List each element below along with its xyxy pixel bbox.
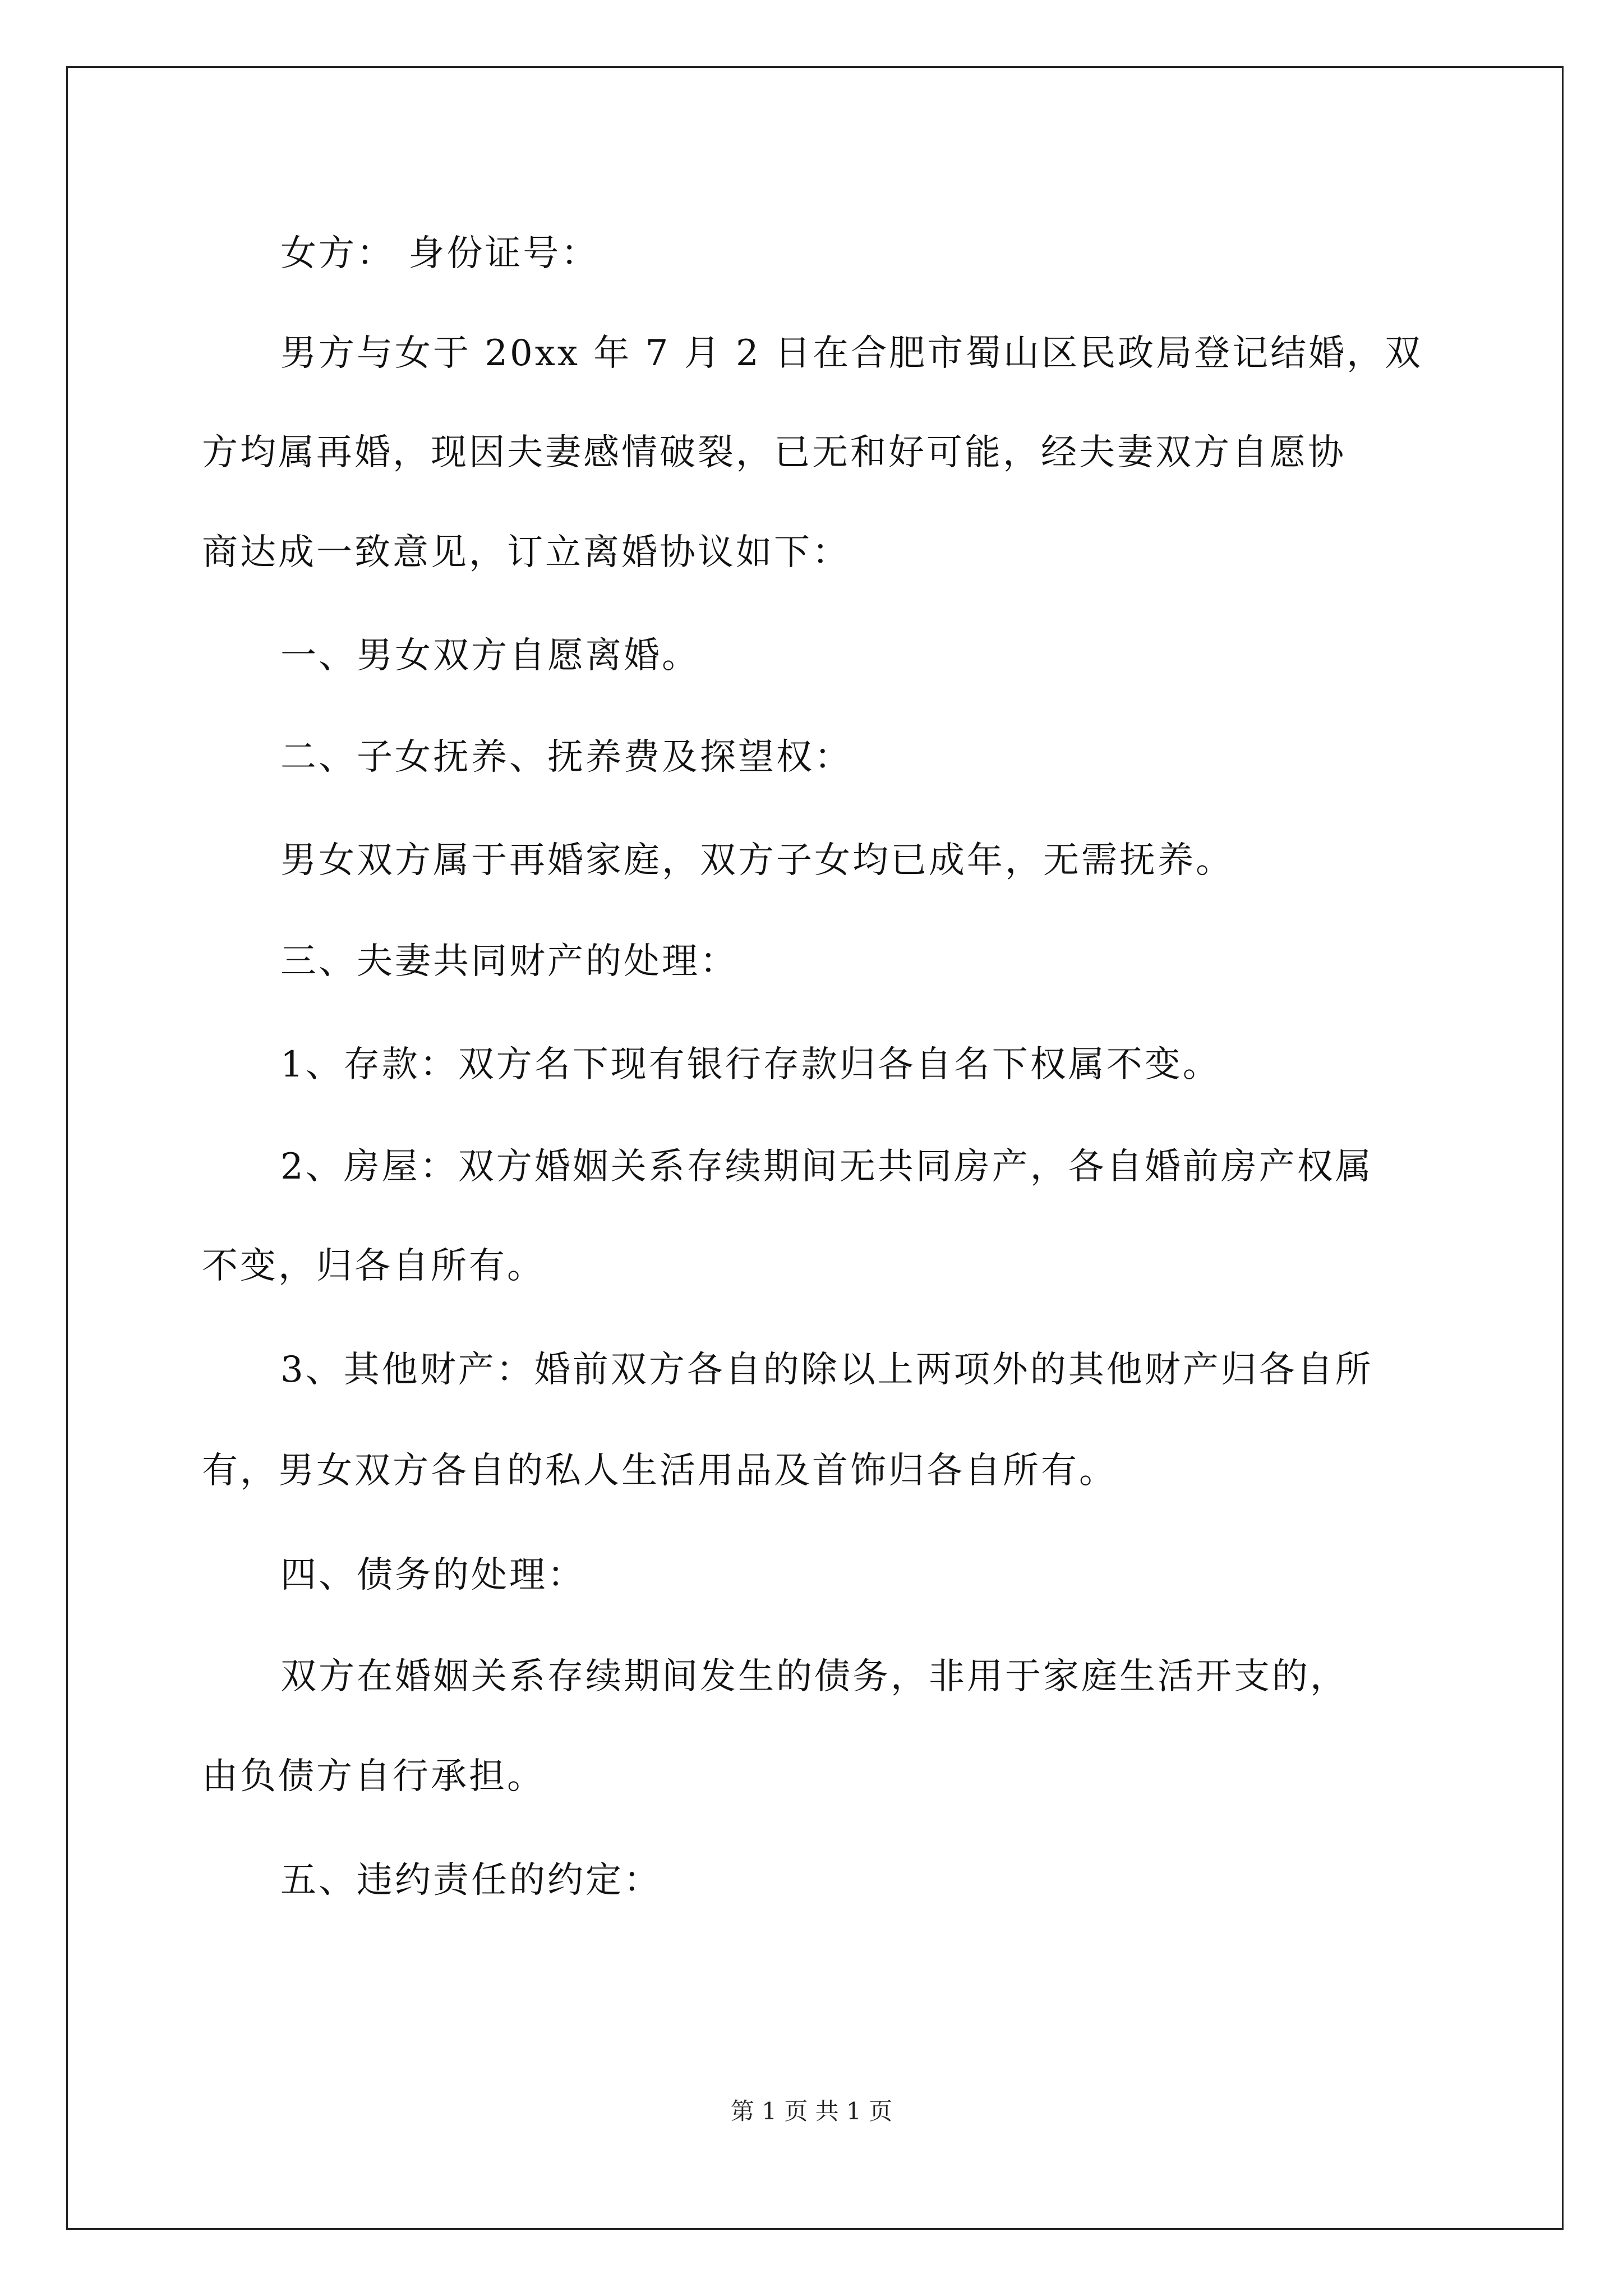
- paragraph-line-2: 男方与女于 20xx 年 7 月 2 日在合肥市蜀山区民政局登记结婚，双: [280, 333, 1423, 374]
- paragraph-line-5: 一、男女双方自愿离婚。: [280, 635, 700, 677]
- page-number-footer: 第 1 页 共 1 页: [730, 2097, 893, 2125]
- paragraph-line-13: 有，男女双方各自的私人生活用品及首饰归各自所有。: [202, 1450, 1117, 1492]
- paragraph-line-8: 三、夫妻共同财产的处理：: [280, 941, 738, 982]
- paragraph-line-7: 男女双方属于再婚家庭，双方子女均已成年，无需抚养。: [280, 840, 1234, 881]
- paragraph-line-4: 商达成一致意见，订立离婚协议如下：: [202, 532, 850, 573]
- paragraph-line-14: 四、债务的处理：: [280, 1554, 585, 1596]
- paragraph-line-3: 方均属再婚，现因夫妻感情破裂，已无和好可能，经夫妻双方自愿协: [202, 432, 1346, 473]
- paragraph-line-17: 五、违约责任的约定：: [280, 1860, 662, 1901]
- paragraph-line-11: 不变，归各自所有。: [202, 1245, 545, 1287]
- paragraph-line-16: 由负债方自行承担。: [202, 1756, 545, 1797]
- paragraph-line-6: 二、子女抚养、抚养费及探望权：: [280, 737, 852, 778]
- paragraph-line-15: 双方在婚姻关系存续期间发生的债务，非用于家庭生活开支的，: [280, 1656, 1348, 1697]
- paragraph-line-1: 女方： 身份证号：: [280, 233, 600, 274]
- paragraph-line-9: 1、存款：双方名下现有银行存款归各自名下权属不变。: [280, 1044, 1221, 1085]
- paragraph-line-12: 3、其他财产：婚前双方各自的除以上两项外的其他财产归各自所: [280, 1349, 1373, 1391]
- paragraph-line-10: 2、房屋：双方婚姻关系存续期间无共同房产，各自婚前房产权属: [280, 1146, 1373, 1188]
